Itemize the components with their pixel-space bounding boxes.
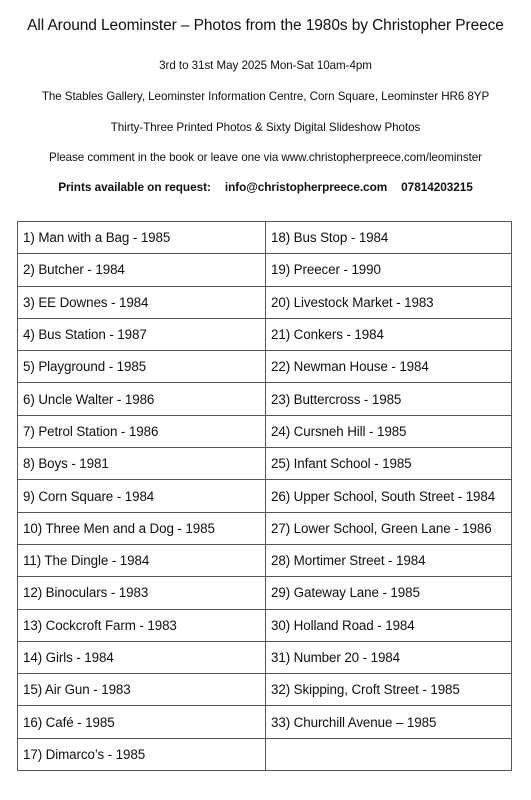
photo-list-item: 3) EE Downes - 1984 — [18, 286, 266, 318]
photo-list-item: 31) Number 20 - 1984 — [266, 641, 512, 673]
contact-email: info@christopherpreece.com — [224, 180, 388, 194]
photo-list-item: 5) Playground - 1985 — [18, 351, 266, 383]
table-row — [18, 706, 512, 738]
photo-list-item: 18) Bus Stop - 1984 — [266, 222, 512, 254]
photo-list-item: 22) Newman House - 1984 — [266, 351, 512, 383]
photo-list-table — [17, 221, 512, 771]
comment-info: Please comment in the book or leave one via www.christopherpreece.com/leominster — [49, 151, 482, 164]
photo-list-item: 7) Petrol Station - 1986 — [18, 415, 266, 447]
exhibition-venue: The Stables Gallery, Leominster Information Centre, Corn Square, Leominster HR6 8YP — [41, 90, 490, 103]
document-title: All Around Leominster – Photos from the 1980s by Christopher Preece — [27, 17, 504, 34]
photo-list-item: 19) Preecer - 1990 — [266, 254, 512, 286]
photo-list-item: 11) The Dingle - 1984 — [18, 544, 266, 576]
photo-list-item: 9) Corn Square - 1984 — [18, 480, 266, 512]
table-row — [18, 577, 512, 609]
photo-list-item: 32) Skipping, Croft Street - 1985 — [266, 674, 512, 706]
prints-label: Prints available on request: — [58, 180, 211, 194]
photo-count-info: Thirty-Three Printed Photos & Sixty Digital Slideshow Photos — [110, 121, 421, 134]
photo-list-item: 15) Air Gun - 1983 — [18, 674, 266, 706]
photo-list-item: 26) Upper School, South Street - 1984 — [266, 480, 512, 512]
exhibition-dates: 3rd to 31st May 2025 Mon-Sat 10am-4pm — [159, 59, 372, 72]
table-row — [18, 512, 512, 544]
contact-phone: 07814203215 — [401, 180, 473, 194]
photo-list-item: 20) Livestock Market - 1983 — [266, 286, 512, 318]
photo-list-item: 13) Cockcroft Farm - 1983 — [18, 609, 266, 641]
table-row — [18, 448, 512, 480]
photo-list-item: 8) Boys - 1981 — [18, 448, 266, 480]
photo-list-item: 30) Holland Road - 1984 — [266, 609, 512, 641]
table-row — [18, 738, 512, 770]
table-row — [18, 222, 512, 254]
prints-info — [0, 180, 531, 194]
table-row — [18, 254, 512, 286]
photo-list-item: 28) Mortimer Street - 1984 — [266, 544, 512, 576]
photo-list-item: 25) Infant School - 1985 — [266, 448, 512, 480]
photo-list-item — [266, 738, 512, 770]
photo-list-item: 23) Buttercross - 1985 — [266, 383, 512, 415]
table-row — [18, 286, 512, 318]
photo-list-item: 33) Churchill Avenue – 1985 — [266, 706, 512, 738]
photo-list-item: 29) Gateway Lane - 1985 — [266, 577, 512, 609]
photo-list-item: 17) Dimarco’s - 1985 — [18, 738, 266, 770]
table-row — [18, 351, 512, 383]
photo-list-item: 10) Three Men and a Dog - 1985 — [18, 512, 266, 544]
table-row — [18, 609, 512, 641]
photo-list-item: 14) Girls - 1984 — [18, 641, 266, 673]
table-row — [18, 480, 512, 512]
photo-list-item: 12) Binoculars - 1983 — [18, 577, 266, 609]
photo-list-item: 16) Café - 1985 — [18, 706, 266, 738]
photo-list-item: 4) Bus Station - 1987 — [18, 318, 266, 350]
table-row — [18, 641, 512, 673]
table-row — [18, 318, 512, 350]
table-row — [18, 415, 512, 447]
photo-list-item: 27) Lower School, Green Lane - 1986 — [266, 512, 512, 544]
photo-list-item: 1) Man with a Bag - 1985 — [18, 222, 266, 254]
photo-list-item: 6) Uncle Walter - 1986 — [18, 383, 266, 415]
table-row — [18, 544, 512, 576]
photo-list-item: 21) Conkers - 1984 — [266, 318, 512, 350]
table-row — [18, 674, 512, 706]
table-row — [18, 383, 512, 415]
photo-list-item: 24) Cursneh Hill - 1985 — [266, 415, 512, 447]
photo-list-item: 2) Butcher - 1984 — [18, 254, 266, 286]
